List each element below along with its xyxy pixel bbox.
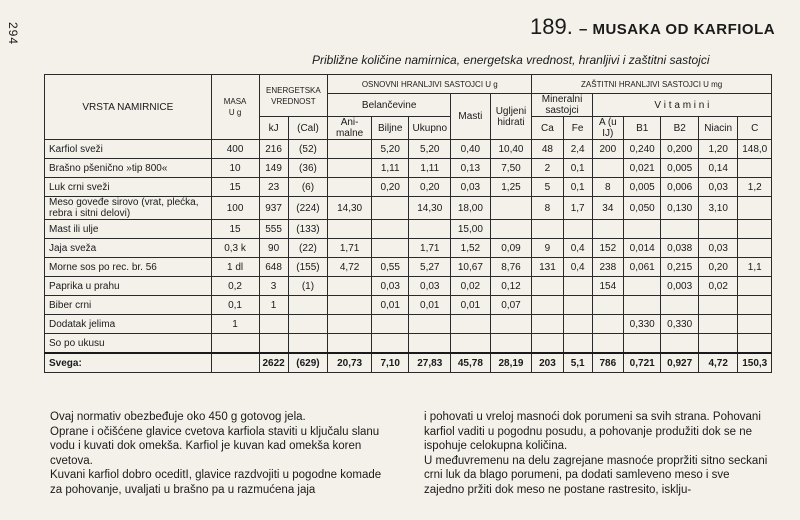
cell-b1: 0,061 (623, 258, 660, 277)
cell-b1: 0,021 (623, 159, 660, 178)
cell-b1: 0,330 (623, 315, 660, 334)
total-kj: 2622 (259, 353, 288, 373)
cell-niacin: 3,10 (698, 197, 738, 220)
cell-kj: 1 (259, 296, 288, 315)
cell-b1: 0,014 (623, 239, 660, 258)
cell-b2: 0,006 (661, 178, 698, 197)
cell-ugh: 1,25 (490, 178, 532, 197)
cell-ugh: 0,09 (490, 239, 532, 258)
total-masa (211, 353, 259, 373)
nutrition-table (44, 74, 772, 373)
food-name: Luk crni sveži (45, 178, 212, 197)
cell-b2: 0,330 (661, 315, 698, 334)
cell-niacin: 0,03 (698, 178, 738, 197)
cell-kj: 937 (259, 197, 288, 220)
cell-cal: (22) (288, 239, 328, 258)
instructions-right (424, 410, 772, 497)
cell-anim (328, 140, 372, 159)
cell-niacin: 0,14 (698, 159, 738, 178)
cell-ugh (490, 334, 532, 354)
header-masti: Masti (451, 94, 491, 140)
cell-ukup: 0,01 (409, 296, 451, 315)
table-row (45, 277, 772, 296)
cell-b2 (661, 334, 698, 354)
total-cal: (629) (288, 353, 328, 373)
cell-ukup: 5,27 (409, 258, 451, 277)
cell-cal (288, 315, 328, 334)
cell-b2: 0,200 (661, 140, 698, 159)
cell-cal (288, 296, 328, 315)
cell-fe (563, 220, 592, 239)
paragraph: Oprane i očišćene glavice cvetova karfiola staviti u ključalu slanu vodu i kuvati dok omekša. Karfiol je kuvan kad omekša koren cvetova. (50, 425, 380, 467)
cell-masti: 0,13 (451, 159, 491, 178)
cell-a (592, 159, 623, 178)
cell-a: 200 (592, 140, 623, 159)
food-name: Mast ili ulje (45, 220, 212, 239)
cell-ca: 5 (532, 178, 563, 197)
cell-cal: (6) (288, 178, 328, 197)
cell-b2: 0,038 (661, 239, 698, 258)
food-name: Brašno pšenično »tip 800« (45, 159, 212, 178)
cell-bilj: 1,11 (371, 159, 408, 178)
cell-b1 (623, 334, 660, 354)
total-b2: 0,927 (661, 353, 698, 373)
cell-niacin (698, 315, 738, 334)
header-mineralni: Mineralni sastojci (532, 94, 592, 117)
cell-a (592, 220, 623, 239)
total-label: Svega: (45, 353, 212, 373)
cell-c: 148,0 (738, 140, 772, 159)
cell-bilj (371, 334, 408, 354)
header-c: C (738, 117, 772, 140)
cell-bilj: 0,20 (371, 178, 408, 197)
cell-a: 238 (592, 258, 623, 277)
cell-c (738, 334, 772, 354)
cell-anim (328, 296, 372, 315)
cell-anim (328, 277, 372, 296)
cell-ca: 9 (532, 239, 563, 258)
cell-fe: 2,4 (563, 140, 592, 159)
cell-bilj: 5,20 (371, 140, 408, 159)
cell-b1 (623, 220, 660, 239)
total-niacin: 4,72 (698, 353, 738, 373)
cell-bilj: 0,55 (371, 258, 408, 277)
cell-niacin: 1,20 (698, 140, 738, 159)
total-fe: 5,1 (563, 353, 592, 373)
cell-a: 8 (592, 178, 623, 197)
cell-kj: 555 (259, 220, 288, 239)
cell-ca (532, 315, 563, 334)
cell-fe: 1,7 (563, 197, 592, 220)
recipe-title (530, 14, 775, 40)
cell-masti: 1,52 (451, 239, 491, 258)
cell-c (738, 277, 772, 296)
cell-a: 154 (592, 277, 623, 296)
cell-masa: 1 dl (211, 258, 259, 277)
food-name: Paprika u prahu (45, 277, 212, 296)
cell-c (738, 315, 772, 334)
header-vrsta: VRSTA NAMIRNICE (45, 75, 212, 140)
cell-ukup: 5,20 (409, 140, 451, 159)
cell-anim (328, 220, 372, 239)
cell-niacin: 0,20 (698, 258, 738, 277)
cell-ukup: 0,03 (409, 277, 451, 296)
cell-b2: 0,130 (661, 197, 698, 220)
food-name: Biber crni (45, 296, 212, 315)
cell-kj: 216 (259, 140, 288, 159)
table-row (45, 197, 772, 220)
cell-ugh (490, 315, 532, 334)
header-kj: kJ (259, 117, 288, 140)
table-row (45, 315, 772, 334)
recipe-number: 189. (530, 14, 573, 39)
cell-c (738, 220, 772, 239)
cell-ukup (409, 334, 451, 354)
total-animalne: 20,73 (328, 353, 372, 373)
header-masa: MASA U g (211, 75, 259, 140)
header-b2: B2 (661, 117, 698, 140)
total-masti: 45,78 (451, 353, 491, 373)
cell-fe (563, 277, 592, 296)
cell-ukup: 0,20 (409, 178, 451, 197)
cell-c: 1,1 (738, 258, 772, 277)
total-c: 150,3 (738, 353, 772, 373)
paragraph: Ovaj normativ obezbeđuje oko 450 g gotovog jela. (50, 411, 306, 423)
cell-anim (328, 315, 372, 334)
cell-ukup: 1,11 (409, 159, 451, 178)
cell-cal (288, 334, 328, 354)
cell-ca: 131 (532, 258, 563, 277)
cell-ukup (409, 220, 451, 239)
cell-cal: (155) (288, 258, 328, 277)
table-row (45, 296, 772, 315)
cell-masti: 10,67 (451, 258, 491, 277)
table-row (45, 334, 772, 354)
cell-bilj (371, 315, 408, 334)
cell-ugh (490, 197, 532, 220)
table-subtitle: Približne količine namirnica, energetska vrednost, hranljivi i zaštitni sastojci (312, 53, 710, 67)
paragraph: i pohovati u vreloj masnoći dok porumeni sa svih strana. Pohovani karfiol vaditi u pogodnu posudu, a pohovanje produžiti dok se ne ispohuje celokupna količina. (424, 411, 761, 452)
total-b1: 0,721 (623, 353, 660, 373)
table-row (45, 140, 772, 159)
cell-c (738, 159, 772, 178)
cell-masti: 0,40 (451, 140, 491, 159)
header-zastitni: ZAŠTITNI HRANLJIVI SASTOJCI U mg (532, 75, 772, 94)
food-name: Karfiol sveži (45, 140, 212, 159)
cell-cal: (133) (288, 220, 328, 239)
food-name: Jaja sveža (45, 239, 212, 258)
cell-c (738, 197, 772, 220)
cell-masa: 15 (211, 220, 259, 239)
header-b1: B1 (623, 117, 660, 140)
cell-b1: 0,005 (623, 178, 660, 197)
table-row (45, 220, 772, 239)
cell-masa: 100 (211, 197, 259, 220)
cell-bilj: 0,01 (371, 296, 408, 315)
header-belancevine: Belančevine (328, 94, 451, 117)
cell-fe: 0,1 (563, 159, 592, 178)
cell-masa: 15 (211, 178, 259, 197)
header-a: A (u IJ) (592, 117, 623, 140)
cell-b2 (661, 220, 698, 239)
table-header (45, 75, 772, 140)
header-ca: Ca (532, 117, 563, 140)
food-name: So po ukusu (45, 334, 212, 354)
cell-a (592, 315, 623, 334)
cell-masa: 1 (211, 315, 259, 334)
cell-ca: 48 (532, 140, 563, 159)
header-ukupno: Ukupno (409, 117, 451, 140)
cell-c (738, 296, 772, 315)
header-biljne: Biljne (371, 117, 408, 140)
instructions-left (50, 410, 390, 497)
cell-anim: 14,30 (328, 197, 372, 220)
cell-masa: 0,3 k (211, 239, 259, 258)
cell-ca: 8 (532, 197, 563, 220)
cell-kj (259, 334, 288, 354)
header-animalne: Ani-malne (328, 117, 372, 140)
cell-a (592, 296, 623, 315)
paragraph: U međuvremenu na delu zagrejane masnoće propržiti sitno seckani crni luk da blago porumeni, pa dodati samleveno meso i sve zajedno pržiti dok meso ne postane rastresito, isklju- (424, 454, 768, 496)
cell-ca (532, 220, 563, 239)
cell-cal: (52) (288, 140, 328, 159)
table-row (45, 178, 772, 197)
cell-anim: 4,72 (328, 258, 372, 277)
cell-niacin: 0,02 (698, 277, 738, 296)
cell-anim (328, 159, 372, 178)
cell-masa (211, 334, 259, 354)
cell-b2: 0,005 (661, 159, 698, 178)
cell-masa: 0,2 (211, 277, 259, 296)
cell-bilj (371, 197, 408, 220)
cell-b2 (661, 296, 698, 315)
cell-niacin (698, 220, 738, 239)
cell-masa: 400 (211, 140, 259, 159)
cell-a (592, 334, 623, 354)
table-body (45, 140, 772, 354)
total-biljne: 7,10 (371, 353, 408, 373)
cell-fe: 0,4 (563, 239, 592, 258)
cell-ca (532, 277, 563, 296)
cell-b1: 0,240 (623, 140, 660, 159)
food-name: Dodatak jelima (45, 315, 212, 334)
cell-masti: 15,00 (451, 220, 491, 239)
cell-b1: 0,050 (623, 197, 660, 220)
cell-bilj (371, 239, 408, 258)
cell-ukup: 14,30 (409, 197, 451, 220)
header-ugljeni: Ugljeni hidrati (490, 94, 532, 140)
cell-ugh: 7,50 (490, 159, 532, 178)
cell-masti (451, 334, 491, 354)
cell-fe (563, 334, 592, 354)
cell-ukup (409, 315, 451, 334)
cell-masti: 0,03 (451, 178, 491, 197)
header-cal: (Cal) (288, 117, 328, 140)
cell-b2: 0,003 (661, 277, 698, 296)
cell-kj: 3 (259, 277, 288, 296)
cell-b2: 0,215 (661, 258, 698, 277)
cell-fe: 0,1 (563, 178, 592, 197)
cell-a: 34 (592, 197, 623, 220)
cell-ugh: 10,40 (490, 140, 532, 159)
cell-ca (532, 334, 563, 354)
cell-masti: 0,02 (451, 277, 491, 296)
total-ukupno: 27,83 (409, 353, 451, 373)
cell-bilj: 0,03 (371, 277, 408, 296)
food-name: Morne sos po rec. br. 56 (45, 258, 212, 277)
cell-anim: 1,71 (328, 239, 372, 258)
cell-b1 (623, 277, 660, 296)
header-niacin: Niacin (698, 117, 738, 140)
cell-cal: (1) (288, 277, 328, 296)
cell-masti: 0,01 (451, 296, 491, 315)
cell-cal: (36) (288, 159, 328, 178)
cell-kj: 23 (259, 178, 288, 197)
cell-ukup: 1,71 (409, 239, 451, 258)
cell-masa: 10 (211, 159, 259, 178)
header-energetska: ENERGETSKA VREDNOST (259, 75, 328, 117)
table-footer (45, 353, 772, 373)
cell-fe (563, 296, 592, 315)
table-row (45, 258, 772, 277)
cell-fe: 0,4 (563, 258, 592, 277)
table-row (45, 159, 772, 178)
cell-niacin (698, 334, 738, 354)
cell-kj: 149 (259, 159, 288, 178)
paragraph: Kuvani karfiol dobro oceditI, glavice razdvojiti u pogodne komade za pohovanje, uvaljati u brašno pa u razmućena jaja (50, 469, 382, 496)
cell-ugh: 0,07 (490, 296, 532, 315)
cell-a: 152 (592, 239, 623, 258)
cell-ugh: 0,12 (490, 277, 532, 296)
cell-masti (451, 315, 491, 334)
cell-anim (328, 334, 372, 354)
total-a: 786 (592, 353, 623, 373)
page-number: 294 (6, 22, 20, 46)
total-row (45, 353, 772, 373)
cell-ca: 2 (532, 159, 563, 178)
food-name: Meso goveđe sirovo (vrat, plećka, rebra i sitni delovi) (45, 197, 212, 220)
total-ca: 203 (532, 353, 563, 373)
table-row (45, 239, 772, 258)
cell-kj: 648 (259, 258, 288, 277)
recipe-name: – MUSAKA OD KARFIOLA (578, 21, 776, 38)
cell-anim (328, 178, 372, 197)
cell-c (738, 239, 772, 258)
cell-fe (563, 315, 592, 334)
cell-bilj (371, 220, 408, 239)
cell-ugh (490, 220, 532, 239)
header-vitamini: V i t a m i n i (592, 94, 771, 117)
cell-masti: 18,00 (451, 197, 491, 220)
cell-cal: (224) (288, 197, 328, 220)
cell-niacin (698, 296, 738, 315)
cell-c: 1,2 (738, 178, 772, 197)
cell-niacin: 0,03 (698, 239, 738, 258)
cell-kj: 90 (259, 239, 288, 258)
cell-kj (259, 315, 288, 334)
header-fe: Fe (563, 117, 592, 140)
header-osnovni: OSNOVNI HRANLJIVI SASTOJCI U g (328, 75, 532, 94)
cell-masa: 0,1 (211, 296, 259, 315)
cell-ugh: 8,76 (490, 258, 532, 277)
total-ugljeni: 28,19 (490, 353, 532, 373)
cell-b1 (623, 296, 660, 315)
cell-ca (532, 296, 563, 315)
